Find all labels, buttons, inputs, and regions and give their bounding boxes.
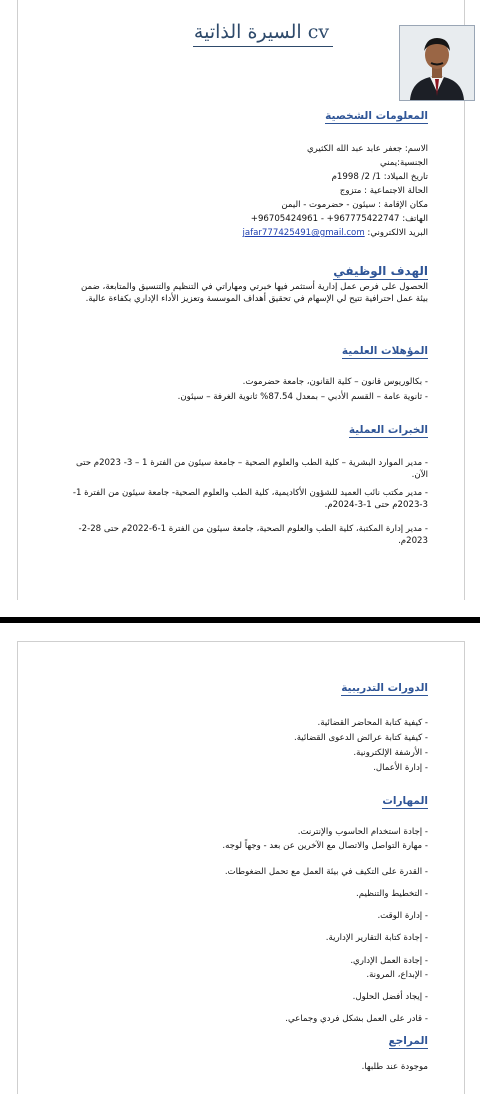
email-label: البريد الالكتروني: <box>367 228 428 238</box>
person-photo-icon <box>400 26 474 100</box>
phone-line: الهاتف: 967775422747+ - 96705424961+ <box>250 214 428 224</box>
course-item: - كيفية كتابة عرائض الدعوى القضائية. <box>293 733 428 743</box>
cv-page-2 <box>17 641 465 1094</box>
page-separator <box>0 617 480 623</box>
references-heading: المراجع <box>388 1035 428 1047</box>
course-item: - كيفية كتابة المحاضر القضائية. <box>317 718 428 728</box>
experience-heading: الخبرات العملية <box>348 424 428 436</box>
skill-item: - قادر على العمل بشكل فردي وجماعي. <box>285 1014 428 1024</box>
skill-item: - إجادة كتابة التقارير الإدارية. <box>325 933 428 943</box>
name-line: الاسم: جعفر عابد عبد الله الكثيري <box>306 144 428 154</box>
cv-page-1 <box>17 0 465 600</box>
marital-status-line: الحالة الاجتماعية : متزوج <box>339 186 428 196</box>
course-item: - الأرشفة الإلكترونية. <box>353 748 428 758</box>
personal-info-heading: المعلومات الشخصية <box>325 110 428 122</box>
skill-item: - إيجاد أفضل الحلول. <box>352 992 428 1002</box>
profile-photo <box>399 25 475 101</box>
title-underline <box>193 46 333 47</box>
skill-item: - التخطيط والتنظيم. <box>356 889 428 899</box>
objective-text: الحصول على فرص عمل إدارية أستثمر فيها خبرتي ومهاراتي في التنظيم والتنسيق والمتابعة، ضمن بيئة عمل احترافية تتيح لي الإسهام في تحقيق أهداف الموسسة وتعزيز الأداء الإداري بكفاءة عالية. <box>81 282 428 304</box>
birthdate-line: تاريخ الميلاد: 1/ 2/ 1998م <box>331 172 428 182</box>
skill-item: - الإبداع، المرونة. <box>366 970 428 980</box>
experience-item: - مدير إدارة المكتبة، كلية الطب والعلوم الصحية، جامعة سيئون من الفترة 1-6-2022م حتى 28-2-2023م. <box>78 524 428 546</box>
course-item: - إدارة الأعمال. <box>373 763 428 773</box>
references-text: موجودة عند طلبها. <box>361 1062 428 1072</box>
email-line <box>242 227 428 239</box>
skill-item: - إجادة استخدام الحاسوب والإنترنت. <box>297 827 428 837</box>
nationality-line: الجنسية:يمني <box>379 158 428 168</box>
skill-item: - مهارة التواصل والاتصال مع الآخرين عن بعد - وجهاً لوجه. <box>222 841 428 851</box>
education-heading: المؤهلات العلمية <box>341 345 428 357</box>
education-item: - ثانوية عامة – القسم الأدبي – بمعدل 87.54% ثانوية الغرفة – سيئون. <box>177 392 428 402</box>
experience-item: - مدير الموارد البشرية – كلية الطب والعلوم الصحية – جامعة سيئون من الفترة 1 – 3- 2023م حتى الآن. <box>75 458 428 480</box>
skill-item: - القدرة على التكيف في بيئة العمل مع تحمل الضغوطات. <box>224 867 428 877</box>
skills-heading: المهارات <box>382 795 428 807</box>
skill-item: - إجادة العمل الإداري. <box>350 956 428 966</box>
experience-item: - مدير مكتب نائب العميد للشؤون الأكاديمية، كلية الطب والعلوم الصحية- جامعة سيئون من الفترة 1-3-2023م حتى 1-3-2024م. <box>72 488 428 510</box>
page-title: السيرة الذاتية cv <box>193 21 330 43</box>
objective-heading: الهدف الوظيفي <box>333 264 428 278</box>
education-item: - بكالوريوس قانون – كلية القانون، جامعة حضرموت. <box>242 377 428 387</box>
courses-heading: الدورات التدريبية <box>341 682 428 694</box>
residence-line: مكان الإقامة : سيئون - حضرموت - اليمن <box>281 200 428 210</box>
skill-item: - إدارة الوقت. <box>377 911 428 921</box>
email-link[interactable]: jafar777425491@gmail.com <box>242 228 365 238</box>
